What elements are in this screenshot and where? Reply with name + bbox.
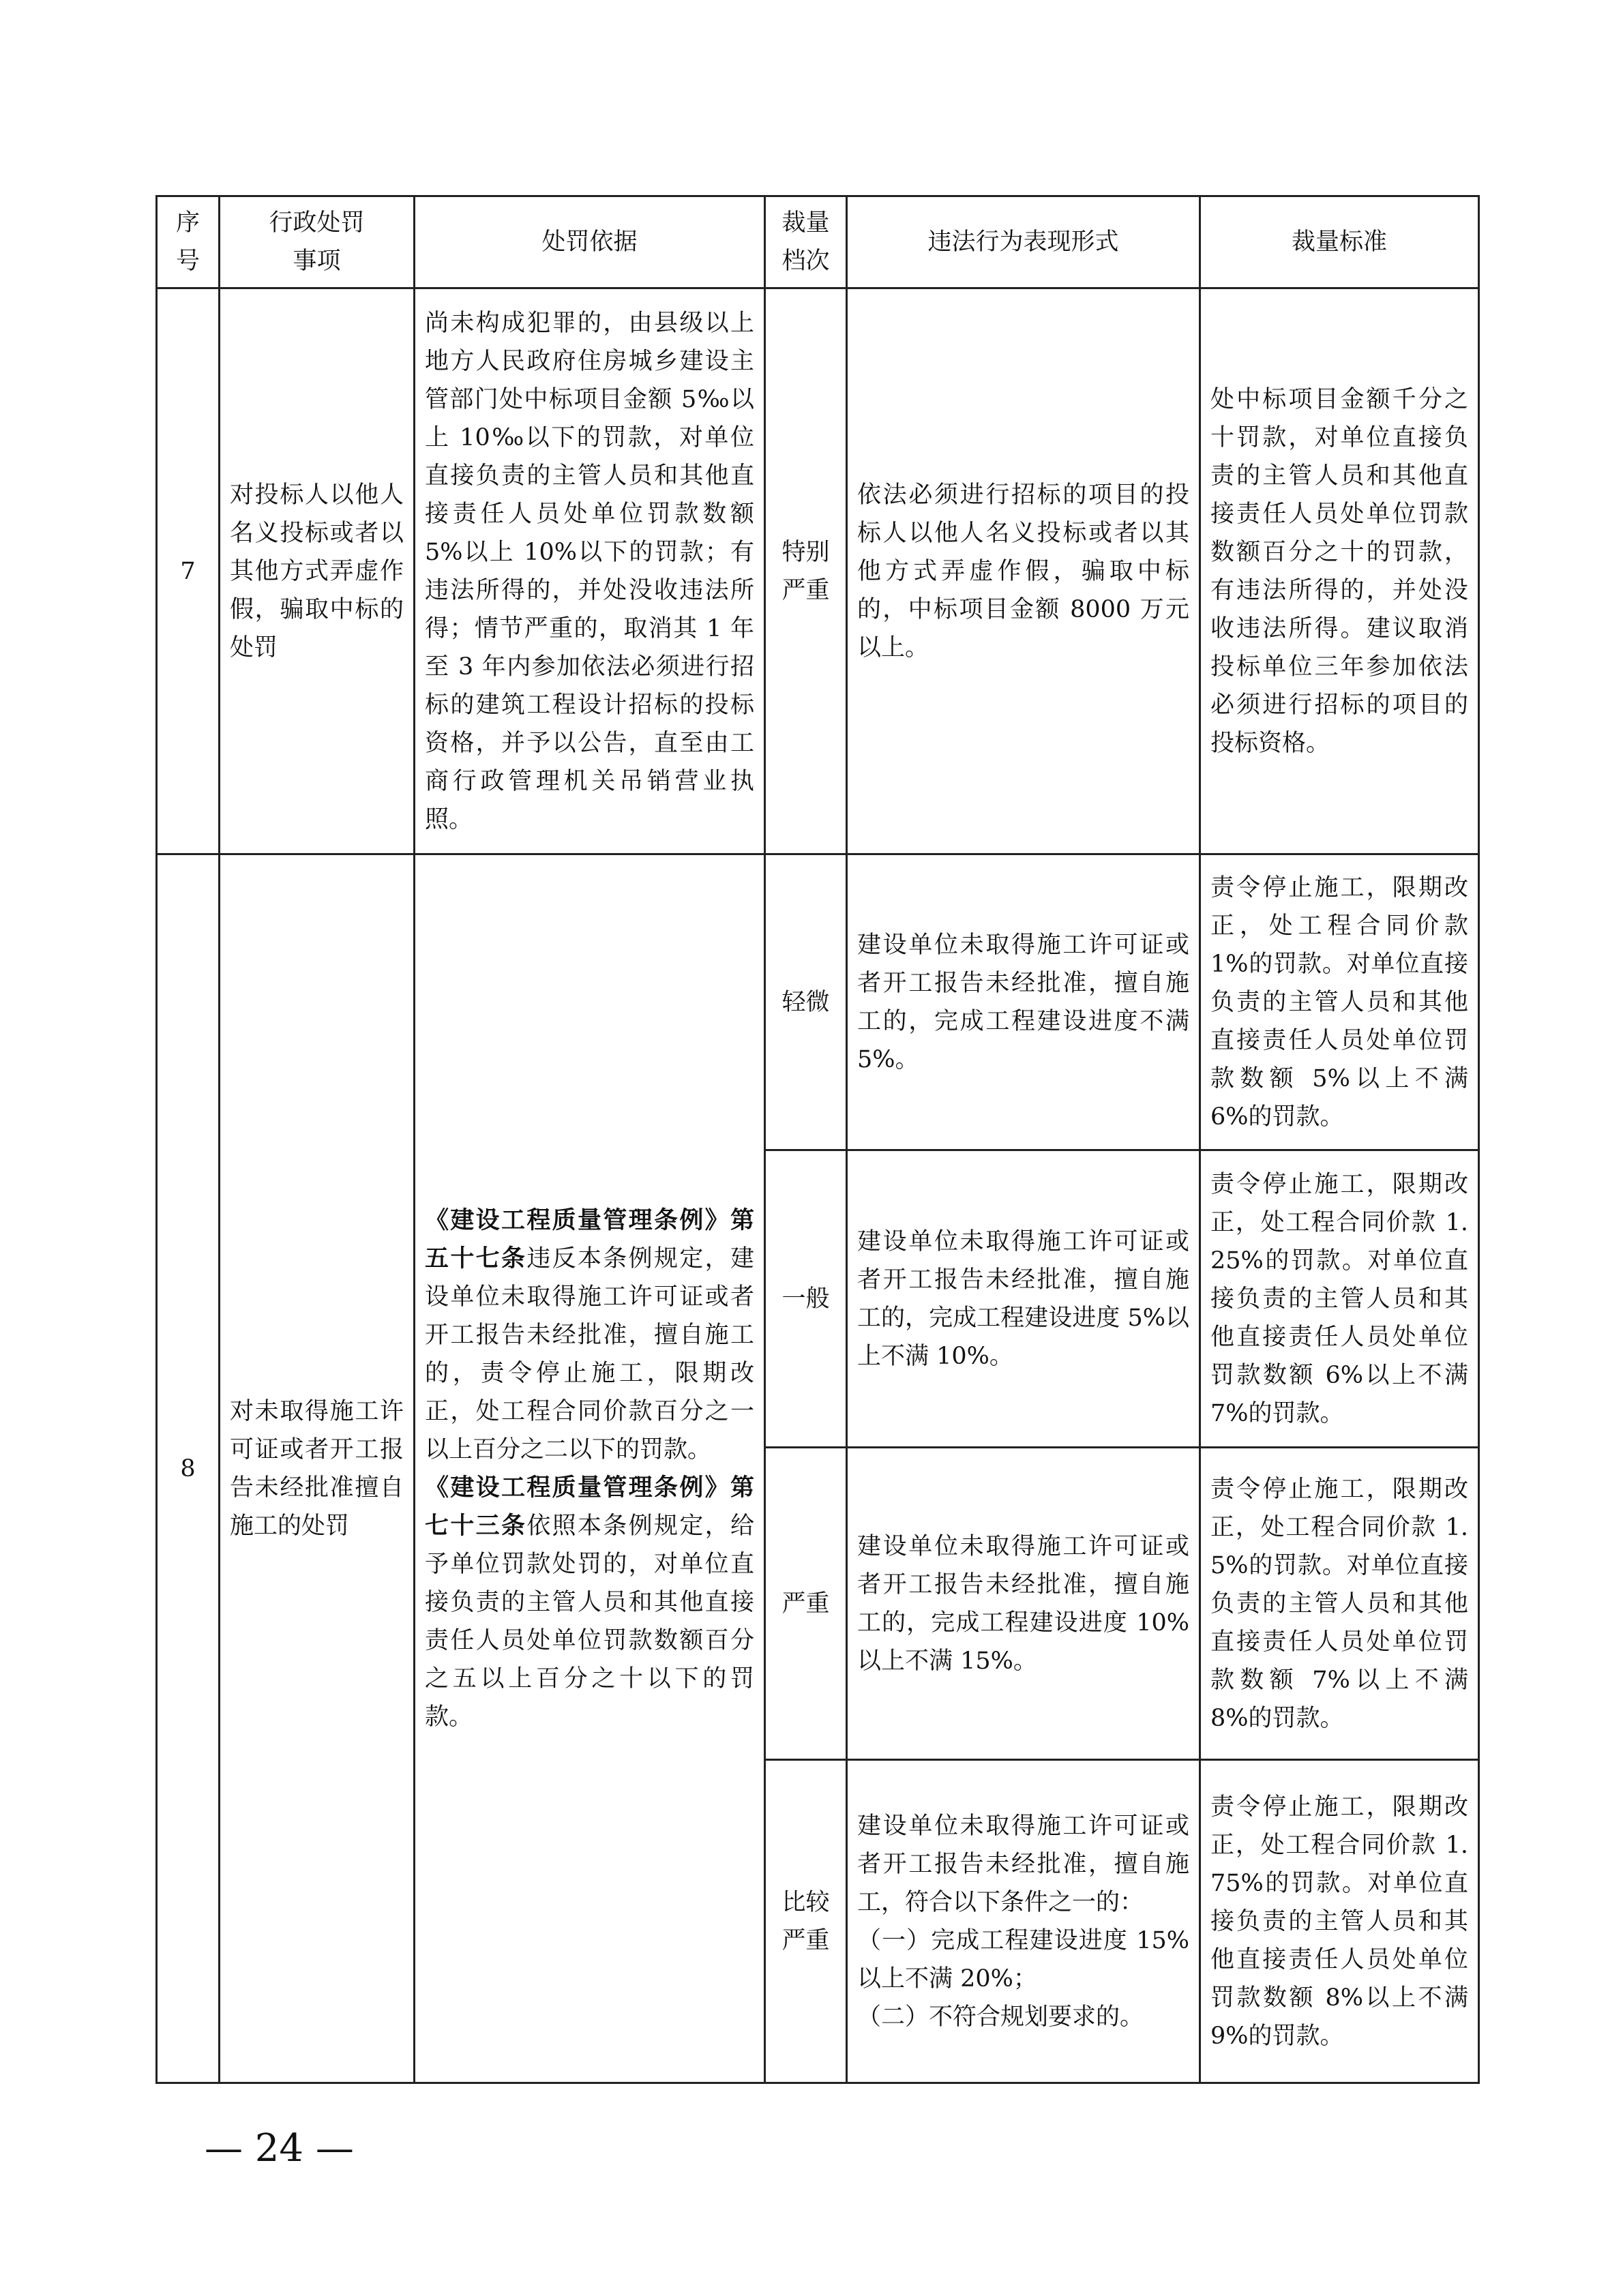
table-row-8a [157, 854, 1479, 1150]
penalty-table [155, 195, 1480, 2084]
header-basis: 处罚依据 [415, 196, 765, 288]
row8-level-1: 轻微 [765, 854, 847, 1150]
row7-item: 对投标人以他人名义投标或者以其他方式弄虚作假，骗取中标的处罚 [220, 288, 415, 854]
row8-behavior-2: 建设单位未取得施工许可证或者开工报告未经批准，擅自施工的，完成工程建设进度 5%以上不满 10%。 [847, 1150, 1200, 1448]
basis-article-57: 《建设工程质量管理条例》第五十七条 [425, 1206, 754, 1272]
header-behavior: 违法行为表现形式 [847, 196, 1200, 288]
row8-item: 对未取得施工许可证或者开工报告未经批准擅自施工的处罚 [220, 854, 415, 2083]
basis-article-73-text: 依照本条例规定，给予单位罚款处罚的，对单位直接负责的主管人员和其他直接责任人员处单位罚款数额百分之五以上百分之十以下的罚款。 [425, 1512, 754, 1731]
header-level: 裁量档次 [765, 196, 847, 288]
row7-basis: 尚未构成犯罪的，由县级以上地方人民政府住房城乡建设主管部门处中标项目金额 5‰以上 10‰以下的罚款，对单位直接负责的主管人员和其他直接责任人员处单位罚款数额 5%以上 10%以下的罚款；有违法所得的，并处没收违法所得；情节严重的，取消其 1 年至 3 年内参加依法必须进行招标的建筑工程设计招标的投标资格，并予以公告，直至由工商行政管理机关吊销营业执照。 [415, 288, 765, 854]
row8-behavior-1: 建设单位未取得施工许可证或者开工报告未经批准，擅自施工的，完成工程建设进度不满 5%。 [847, 854, 1200, 1150]
row8-behavior-4-line-2: （一）完成工程建设进度 15%以上不满 20%； [857, 1926, 1189, 1993]
header-item: 行政处罚事项 [220, 196, 415, 288]
row8-seq: 8 [157, 854, 220, 2083]
row8-standard-4: 责令停止施工，限期改正，处工程合同价款 1.75%的罚款。对单位直接负责的主管人员和其他直接责任人员处单位罚款数额 8%以上不满 9%的罚款。 [1200, 1760, 1479, 2083]
row8-behavior-3: 建设单位未取得施工许可证或者开工报告未经批准，擅自施工的，完成工程建设进度 10%以上不满 15%。 [847, 1448, 1200, 1760]
row8-standard-1: 责令停止施工，限期改正，处工程合同价款 1%的罚款。对单位直接负责的主管人员和其他直接责任人员处单位罚款数额 5%以上不满 6%的罚款。 [1200, 854, 1479, 1150]
row7-behavior: 依法必须进行招标的项目的投标人以他人名义投标或者以其他方式弄虚作假，骗取中标的，中标项目金额 8000 万元以上。 [847, 288, 1200, 854]
row8-behavior-4-line-1: 建设单位未取得施工许可证或者开工报告未经批准，擅自施工，符合以下条件之一的： [857, 1812, 1189, 1916]
row8-level-4: 比较严重 [765, 1760, 847, 2083]
row7-standard: 处中标项目金额千分之十罚款，对单位直接负责的主管人员和其他直接责任人员处单位罚款数额百分之十的罚款，有违法所得的，并处没收违法所得。建议取消投标单位三年参加依法必须进行招标的项目的投标资格。 [1200, 288, 1479, 854]
page-number: — 24 — [205, 2126, 354, 2171]
row8-behavior-4-line-3: （二）不符合规划要求的。 [857, 2003, 1144, 2031]
row8-basis [415, 854, 765, 2083]
header-standard: 裁量标准 [1200, 196, 1479, 288]
row7-seq: 7 [157, 288, 220, 854]
header-seq: 序号 [157, 196, 220, 288]
basis-article-57-text: 违反本条例规定，建设单位未取得施工许可证或者开工报告未经批准，擅自施工的，责令停止施工，限期改正，处工程合同价款百分之一以上百分之二以下的罚款。 [425, 1244, 754, 1463]
header-row [157, 196, 1479, 288]
basis-article-73: 《建设工程质量管理条例》第七十三条 [425, 1474, 754, 1540]
row8-level-3: 严重 [765, 1448, 847, 1760]
row8-standard-2: 责令停止施工，限期改正，处工程合同价款 1.25%的罚款。对单位直接负责的主管人员和其他直接责任人员处单位罚款数额 6%以上不满 7%的罚款。 [1200, 1150, 1479, 1448]
row8-level-2: 一般 [765, 1150, 847, 1448]
row8-behavior-4 [847, 1760, 1200, 2083]
table-row-7 [157, 288, 1479, 854]
row7-level: 特别严重 [765, 288, 847, 854]
row8-standard-3: 责令停止施工，限期改正，处工程合同价款 1.5%的罚款。对单位直接负责的主管人员和其他直接责任人员处单位罚款数额 7%以上不满 8%的罚款。 [1200, 1448, 1479, 1760]
